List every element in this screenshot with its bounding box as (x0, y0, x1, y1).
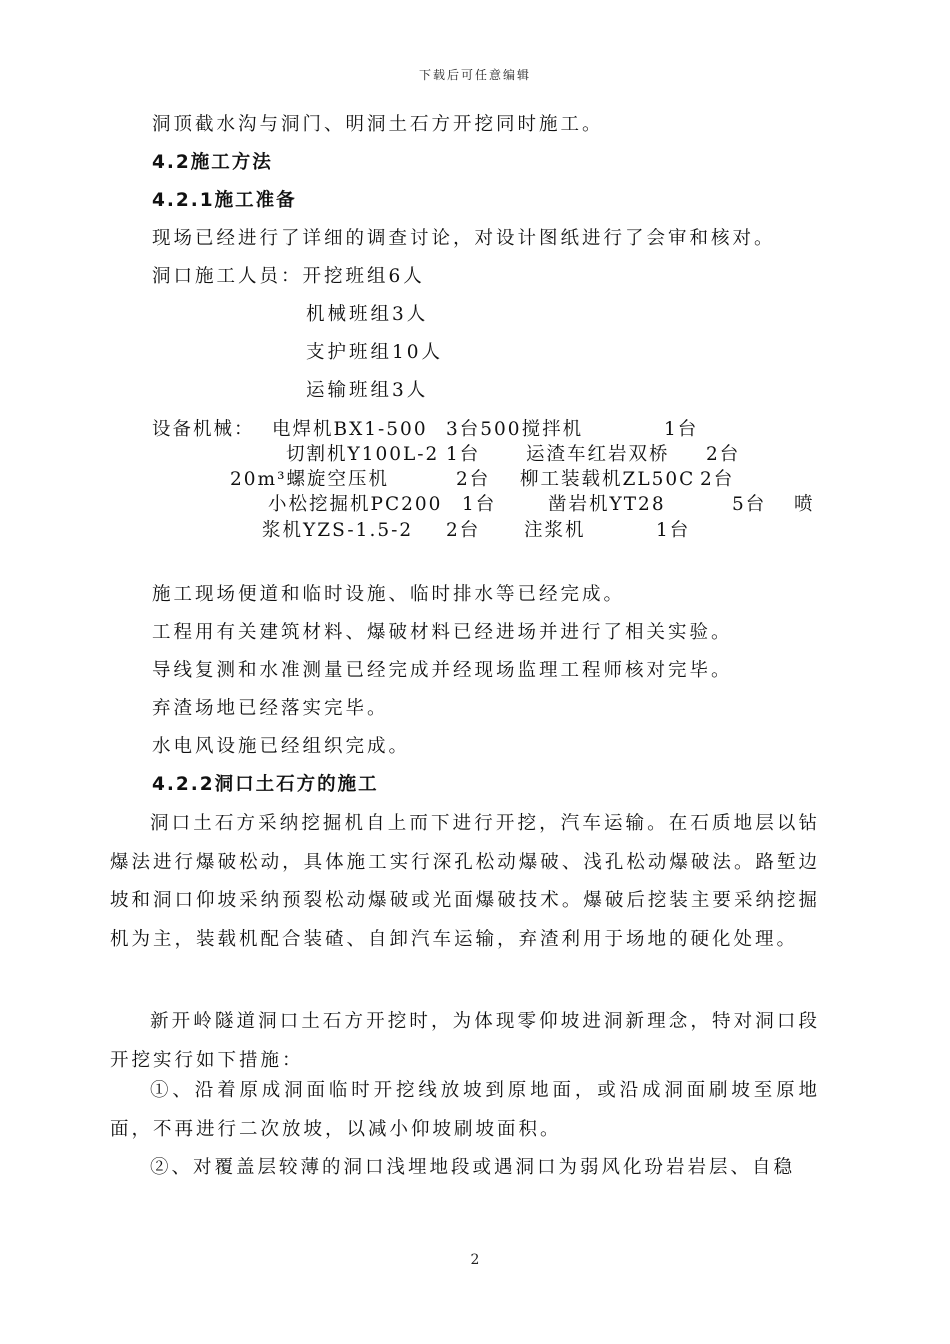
equipment-item: 喷 (794, 494, 815, 515)
equipment-item: 电焊机BX1-500 (272, 419, 428, 440)
staff-line-3: 支护班组10人 (306, 342, 444, 363)
staff-line-1: 洞口施工人员：开挖班组6人 (152, 266, 425, 287)
prep-status-line: 工程用有关建筑材料、爆破材料已经进场并进行了相关实验。 (152, 622, 733, 643)
prep-status-line: 水电风设施已经组织完成。 (152, 736, 411, 757)
section-heading-4-2-2: 4.2.2洞口土石方的施工 (152, 774, 379, 795)
prep-status-line: 施工现场便道和临时设施、临时排水等已经完成。 (152, 584, 626, 605)
page-number: 2 (470, 1252, 480, 1268)
prep-status-line: 导线复测和水准测量已经完成并经现场监理工程师核对完毕。 (152, 660, 733, 681)
staff-line-2: 机械班组3人 (306, 304, 429, 325)
equipment-item: 小松挖掘机PC200 (268, 494, 443, 515)
section-heading-4-2: 4.2施工方法 (152, 152, 273, 173)
body-paragraph: 洞口土石方采纳挖掘机自上而下进行开挖，汽车运输。在石质地层以钻爆法进行爆破松动，具体施工实行深孔松动爆破、浅孔松动爆破法。路堑边坡和洞口仰坡采纳预裂松动爆破或光面爆破技术。爆破后挖装主要采纳挖掘机为主，装载机配合装碴、自卸汽车运输，弃渣利用于场地的硬化处理。 (110, 813, 820, 950)
equipment-item: 切割机Y100L-2 (286, 444, 440, 465)
page-header: 下载后可任意编辑 (418, 68, 531, 82)
equipment-qty: 1台 (664, 419, 699, 440)
prep-status-line: 弃渣场地已经落实完毕。 (152, 698, 389, 719)
body-paragraph: ②、对覆盖层较薄的洞口浅埋地段或遇洞口为弱风化玢岩岩层、自稳 (150, 1157, 796, 1178)
equipment-item: 注浆机 (524, 520, 586, 541)
equipment-item: 柳工装载机ZL50C (520, 469, 696, 490)
equipment-qty: 2台 (700, 469, 735, 490)
equipment-qty: 2台 (446, 520, 481, 541)
equipment-item: 20m³螺旋空压机 (230, 469, 389, 490)
equipment-qty: 2台 (706, 444, 741, 465)
equipment-qty: 1台 (462, 494, 497, 515)
body-paragraph: 新开岭隧道洞口土石方开挖时，为体现零仰坡进洞新理念，特对洞口段开挖实行如下措施： (110, 1011, 820, 1071)
equipment-item: 运渣车红岩双桥 (526, 444, 670, 465)
equipment-qty: 1台 (446, 444, 481, 465)
staff-line-4: 运输班组3人 (306, 380, 429, 401)
equipment-label: 设备机械： (152, 419, 255, 440)
equipment-qty: 2台 (456, 469, 491, 490)
equipment-item: 浆机YZS-1.5-2 (262, 520, 414, 541)
prep-intro-line: 现场已经进行了详细的调查讨论，对设计图纸进行了会审和核对。 (152, 228, 776, 249)
intro-line: 洞顶截水沟与洞门、明洞土石方开挖同时施工。 (152, 114, 604, 135)
equipment-item: 凿岩机YT28 (548, 494, 666, 515)
equipment-qty: 1台 (656, 520, 691, 541)
section-heading-4-2-1: 4.2.1施工准备 (152, 190, 297, 211)
body-paragraph: ①、沿着原成洞面临时开挖线放坡到原地面，或沿成洞面刷坡至原地面，不再进行二次放坡，以减小仰坡刷坡面积。 (110, 1080, 820, 1140)
equipment-item: 3台500搅拌机 (446, 419, 584, 440)
equipment-qty: 5台 (732, 494, 767, 515)
